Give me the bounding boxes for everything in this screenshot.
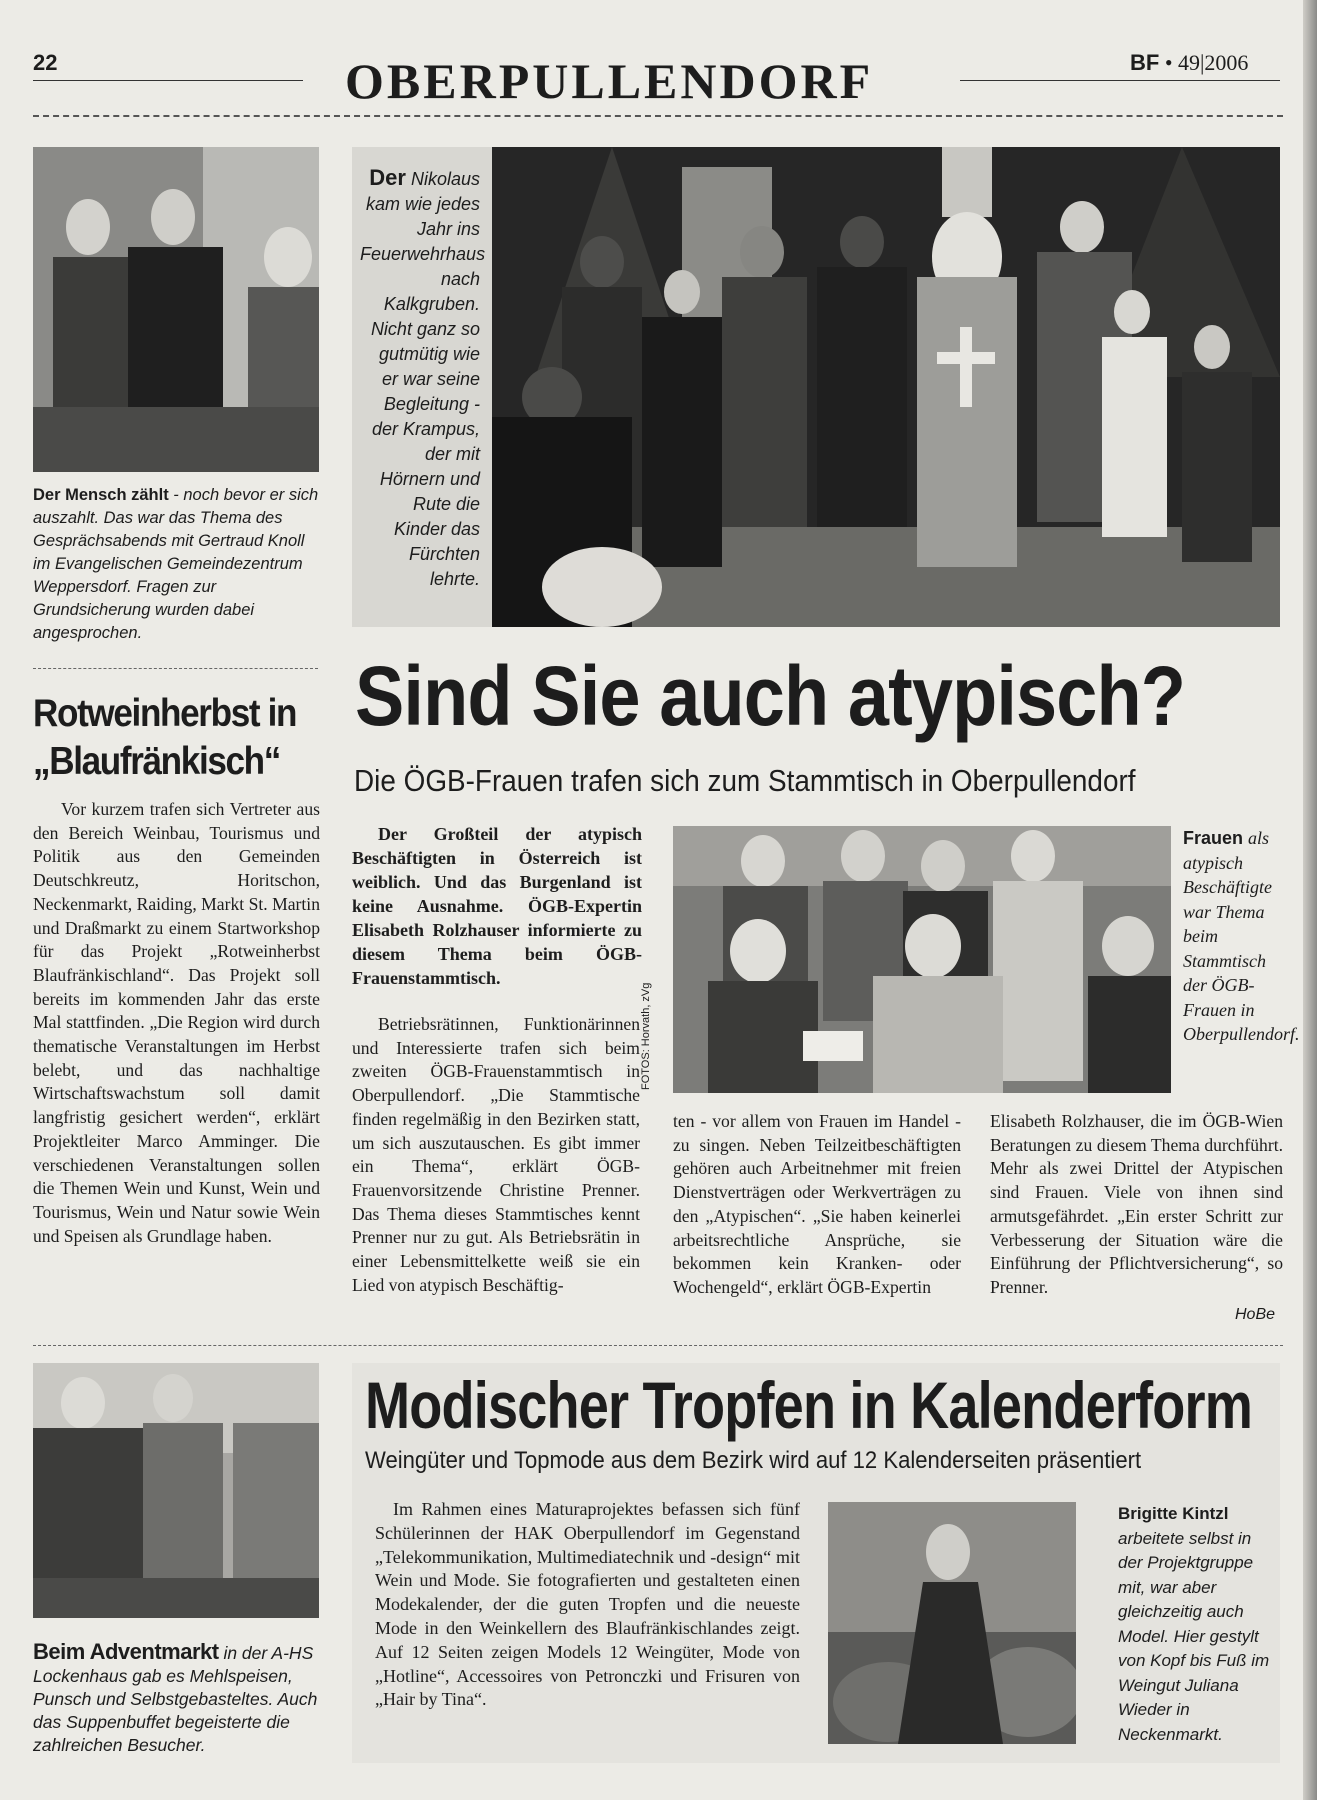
photo-gespraechsabend (33, 147, 319, 472)
atypisch-col2 (673, 1110, 961, 1300)
kalender-body (375, 1498, 800, 1712)
atypisch-subheadline: Die ÖGB-Frauen trafen sich zum Stammtisch in Oberpullendorf (354, 763, 1136, 798)
photo-nikolaus-image (492, 147, 1280, 627)
page-number: 22 (33, 50, 58, 75)
paper-name: BF (1130, 50, 1160, 75)
caption-adventmarkt-text: in der A-HS Lockenhaus gab es Mehlspeisen, Punsch und Selbstgebasteltes. Auch das Suppenbuffet begeisterte die zahlreichen Besucher. (33, 1643, 318, 1755)
atypisch-lead (352, 822, 642, 990)
issue-info (1130, 50, 1248, 76)
caption-kalender-model-bold: Brigitte Kintzl (1118, 1504, 1229, 1523)
caption-nikolaus-text: Nikolaus kam wie jedes Jahr ins Feuerwehrhaus nach Kalkgruben. Nicht ganz so gutmütig wie er war seine Begleitung - der Krampus, der mit Hörnern und Rute die Kinder das Fürchten lehrte. (360, 169, 486, 589)
divider-left-1 (33, 668, 318, 669)
caption-gespraechsabend (33, 484, 323, 645)
header-divider (33, 115, 1283, 117)
page-edge-shadow (1303, 0, 1317, 1800)
rotwein-text: Vor kurzem trafen sich Vertreter aus den Bereich Weinbau, Tourismus und Politik aus den Gemeinden Deutschkreutz, Horitschon, Neckenmarkt, Raiding, Markt St. Martin und Draßmarkt zu einem Startworkshop für das Projekt „Rotweinherbst Blaufränkischland“. Das Projekt soll bereits im kommenden Jahr das erste Mal stattfinden. „Die Region wird durch thematische Veranstaltungen im Herbst belebt, und das nachhaltige Wirtschaftswachstum soll damit langfristig gesichert werden“, erklärt Projektleiter Marco Amminger. Die verschiedenen Veranstaltungen sollen die Themen Wein und Kunst, Wein und Tourismus, Wein und Natur sowie Wein und Speisen als Grundlage haben. (33, 799, 320, 1246)
photo-adventmarkt-image (33, 1363, 319, 1618)
atypisch-col3 (990, 1110, 1283, 1300)
atypisch-col3-text: Elisabeth Rolzhauser, die im ÖGB-Wien Beratungen zu diesem Thema durchführt. Mehr als zwei Drittel der Atypischen sind Frauen. Viele von ihnen sind armutsgefährdet. „Ein erster Schritt zur Verbesserung der Situation wäre die Einführung der Pflichtversicherung“, so Prenner. (990, 1111, 1283, 1297)
caption-gespraechsabend-text: - noch bevor er sich auszahlt. Das war das Thema des Gesprächsabends mit Gertraud Knoll im Evangelischen Gemeindezentrum Weppersdorf. Fragen zur Grundsicherung wurden dabei angesprochen. (33, 486, 319, 642)
issue-number: 49|2006 (1178, 50, 1249, 75)
photo-oegb-frauen (673, 826, 1171, 1093)
caption-gespraechsabend-bold: Der Mensch zählt (33, 486, 169, 504)
atypisch-col1-text: Betriebsrätinnen, Funktionärinnen und Interessierte trafen sich beim zweiten ÖGB-Frauenstammtisch in Oberpullendorf. „Die Stammtische finden regelmäßig in den Bezirken statt, um sich auszutauschen. Es gibt immer ein Thema“, erklärt ÖGB-Frauenvorsitzende Christine Prenner. Das Thema dieses Stammtisches kennt Prenner nur zu gut. Als Betriebsrätin in einer Lebensmittelkette weiß sie ein Lied von atypisch Beschäftig- (352, 1014, 640, 1295)
caption-nikolaus (360, 165, 486, 592)
caption-adventmarkt (33, 1640, 323, 1757)
rotwein-headline: Rotweinherbst in „Blaufränkisch“ (33, 692, 297, 783)
caption-oegb-frauen-text: als atypisch Beschäftigte war Thema beim Stammtisch der ÖGB-Frauen in Oberpullendorf. (1183, 828, 1300, 1044)
photo-credit: FOTOS: Horvath, zVg (640, 982, 652, 1090)
atypisch-lead-text: Der Großteil der atypisch Beschäftigten in Österreich ist weiblich. Und das Burgenland ist keine Ausnahme. ÖGB-Expertin Elisabeth Rolzhauser informierte zu diesem Thema beim ÖGB-Frauenstammtisch. (352, 824, 642, 988)
kalender-subheadline: Weingüter und Topmode aus dem Bezirk wird auf 12 Kalenderseiten präsentiert (365, 1447, 1142, 1474)
atypisch-col2-text: ten - vor allem von Frauen im Handel - zu singen. Neben Teilzeitbeschäftigten gehören auch Arbeitnehmer mit freien Dienstverträgen oder Werkverträgen zu den „Atypischen“. „Sie haben keinerlei arbeitsrechtliche Ansprüche, sie bekommen kein Kranken- oder Wochengeld“, erklärt ÖGB-Expertin (673, 1111, 961, 1297)
caption-oegb-frauen (1183, 826, 1300, 1047)
caption-adventmarkt-bold: Beim Adventmarkt (33, 1639, 219, 1664)
section-title: OBERPULLENDORF (345, 53, 874, 109)
caption-kalender-model-text: arbeitete selbst in der Projektgruppe mit, war aber gleichzeitig auch Model. Hier gestylt von Kopf bis Fuß im Weingut Juliana Wieder in Neckenmarkt. (1118, 1528, 1270, 1744)
caption-oegb-frauen-bold: Frauen (1183, 828, 1244, 848)
caption-kalender-model (1118, 1502, 1278, 1747)
bullet: • (1164, 50, 1173, 75)
rotwein-body (33, 798, 320, 1248)
photo-adventmarkt (33, 1363, 319, 1618)
photo-gespraechsabend-image (33, 147, 319, 472)
atypisch-author: HoBe (1235, 1306, 1276, 1323)
kalender-headline: Modischer Tropfen in Kalenderform (365, 1368, 1253, 1442)
photo-oegb-frauen-image (673, 826, 1171, 1093)
kalender-text: Im Rahmen eines Maturaprojektes befassen sich fünf Schülerinnen der HAK Oberpullendorf im Gegenstand „Telekommunikation, Multimediatechnik und -design“ mit Wein und Mode. Sie fotografierten und gestalteten einen Modekalender, der die guten Tropfen und die neueste Mode in den Weinkellern des Blaufränkischlandes zeigt. Auf 12 Seiten zeigen Models 12 Weingüter, Mode von „Hotline“, Accessoires von Petronczki und Frisuren von „Hair by Tina“. (375, 1499, 800, 1710)
divider-left-2 (33, 1345, 1283, 1346)
photo-nikolaus (492, 147, 1280, 627)
atypisch-col1 (352, 1013, 640, 1297)
photo-kalender-model (828, 1502, 1076, 1744)
caption-nikolaus-bold: Der (369, 165, 406, 190)
atypisch-headline: Sind Sie auch atypisch? (355, 649, 1186, 743)
photo-kalender-model-image (828, 1502, 1076, 1744)
